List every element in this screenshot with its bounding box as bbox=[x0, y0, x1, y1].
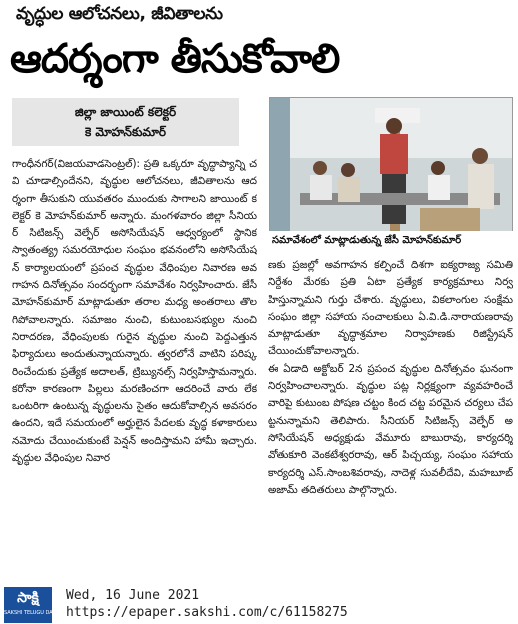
epaper-link[interactable]: https://epaper.sakshi.com/c/61158275 bbox=[66, 605, 348, 620]
byline-title: జిల్లా జాయింట్ కలెక్టర్ bbox=[74, 105, 177, 119]
footer-meta bbox=[66, 587, 348, 621]
article-column-left bbox=[12, 156, 257, 584]
publish-date: Wed, 16 June 2021 bbox=[66, 588, 200, 603]
meeting-photo-illustration bbox=[270, 98, 513, 247]
article-column-right bbox=[268, 257, 513, 585]
logo-subtext: SAKSHI TELUGU DAILY bbox=[4, 610, 60, 616]
logo-mark: సాక్షి bbox=[17, 590, 39, 606]
byline-name: కె మోహన్‌కుమార్ bbox=[84, 125, 167, 139]
byline-box bbox=[12, 98, 239, 146]
headline-kicker: వృద్ధుల ఆలోచనలు, జీవితాలను bbox=[16, 4, 223, 24]
article-body-left: గాంధీనగర్(విజయవాడసెంట్రల్): ప్రతి ఒక్కరూ వృద్ధాప్యాన్ని చవి చూడాల్సిందేనని, వృద్ధుల ఆలోచనలు, జీవితాలను ఆదర్శంగా తీసుకుని యువతరం ముందుకు సాగాలని జాయింట్ కలెక్టర్ కె మోహన్‌కుమార్ అన్నారు. మంగళవారం జిల్లా సీనియర్ సిటిజన్స్ వెల్ఫేర్ అసోసియేషన్ ఆధ్వర్యంలో స్థానిక స్వాతంత్య్ర సమరయోధుల సంఘం భవనంలోని అసోసియేషన్ కార్యాలయంలో ప్రపంచ వృద్ధుల వేధింపుల నివారణ అవగాహన దినోత్సవం సందర్భంగా సమావేశం నిర్వహించారు. జేసీ మోహన్‌కుమార్ మాట్లాడుతూ తరాల మధ్య అంతరాలు తొలగిపోవాలన్నారు. సమాజం నుంచి, కుటుంబసభ్యుల నుంచి నిరాదరణ, వేధింపులకు గురైన వృద్ధుల నుంచి పెద్దఎత్తున ఫిర్యాదులు అందుతున్నాయన్నారు. త్వరలోనే వాటిని పరిష్కరించేందుకు ప్రత్యేక అదాలత్, ట్రిబ్యునల్స్ నిర్వహిస్తామన్నారు. కరోనా కారణంగా పిల్లలు మరణించగా ఆదరించే వారు లేక ఒంటరిగా ఉంటున్న వృద్ధులను సైతం ఆదుకోవాల్సిన అవసరం ఉందని, ఇదే సమయంలో అర్హులైన పేదలకు వృద్ధ కళాకారులు నమోదు చేయించుకుంటే పెన్షన్ అందిస్తామని హామీ ఇచ్చారు. వృద్ధుల వేధింపుల నివార bbox=[12, 158, 257, 465]
photo-caption: సమావేశంలో మాట్లాడుతున్న జేసీ మోహన్‌కుమార్ bbox=[268, 231, 514, 250]
headline: ఆదర్శంగా తీసుకోవాలి bbox=[10, 36, 340, 82]
article-body-right: ణకు ప్రజల్లో అవగాహన కల్పించే దిశగా ఐక్యరాజ్య సమితి నిర్దేశం మేరకు ప్రతి ఏటా ప్రత్యేక కార్యక్రమాలు నిర్వహిస్తున్నామని గుర్తు చేశారు. వృద్ధులు, వికలాంగుల సంక్షేమ సంఘం జిల్లా సహాయ సంచాలకులు ఏ.వి.డి.నారాయణరావు మాట్లాడుతూ వృద్ధాశ్రమాల నిర్వాహణకు రిజిస్ట్రేషన్ చేయించుకోవాలన్నారు. bbox=[268, 259, 513, 358]
news-photo bbox=[269, 97, 513, 247]
article-body-right-2: ఈ ఏడాది అక్టోబర్ 2న ప్రపంచ వృద్ధుల దినోత్సవం ఘనంగా నిర్వహించాలన్నారు. వృద్ధుల పట్ల నిర్లక్ష్యంగా వ్యవహరించే వారిపై కుటుంబ పోషణ చట్టం కింద చట్ట పరమైన చర్యలు చేపట్టనున్నామని తెలిపారు. సీనియర్ సిటిజన్స్ వెల్ఫేర్ అసోసియేషన్ అధ్యక్షుడు వేమూరు బాబురావు, కార్యదర్శి వోతుకూరి వెంకటేశ్వరరావు, ఆర్ పిచ్చయ్య, సంఘం సహాయ కార్యదర్శి ఎస్.సాంబశివరావు, నాదెళ్ల సువలీదేవి, మహబూబ్ అజామ్ తదితరులు పాల్గొన్నారు. bbox=[268, 362, 513, 496]
sakshi-logo bbox=[4, 587, 60, 623]
